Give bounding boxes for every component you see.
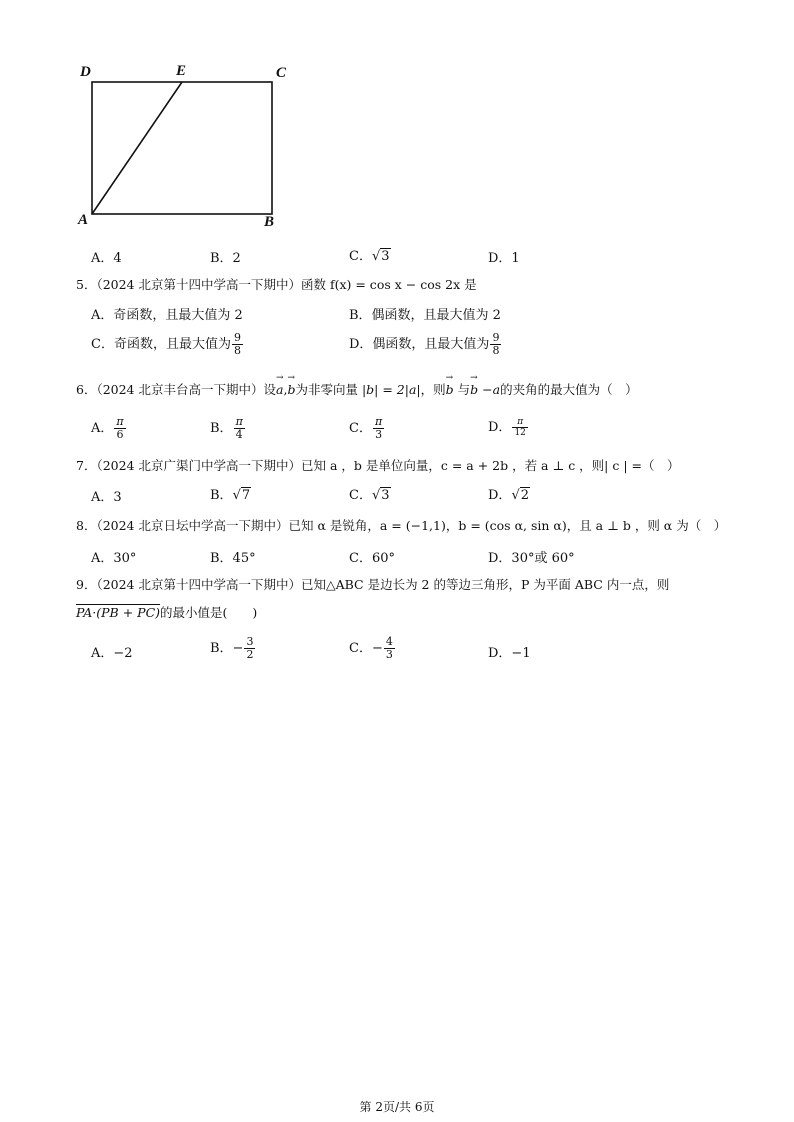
q7-option-c[interactable] [349, 484, 391, 503]
label-e: E [176, 63, 187, 79]
q4-option-c[interactable] [349, 245, 391, 264]
q7-stem: 7．（2024 北京广渠门中学高一下期中）已知 a ，b 是单位向量，c = a + 2b ，若 a ⊥ c ，则| c | =（ ） [76, 458, 680, 473]
frac-den: 6 [116, 428, 124, 441]
q6-option-a[interactable] [91, 416, 127, 441]
q8-option-d[interactable]: D．30°或 60° [488, 551, 575, 566]
q6-stem [76, 380, 638, 398]
q9-option-d[interactable]: D．−1 [488, 646, 531, 661]
q9-stem-line1: 9．（2024 北京第十四中学高一下期中）已知△ABC 是边长为 2 的等边三角形，P 为平面 ABC 内一点，则 [76, 577, 670, 592]
q8-option-b[interactable]: B．45° [210, 551, 256, 566]
q7-option-b[interactable] [210, 484, 251, 503]
frac-den: 8 [233, 344, 241, 357]
q9-option-a[interactable]: A．−2 [91, 646, 133, 661]
q6-condition: |b| = 2|a| [361, 382, 421, 397]
q4-option-b[interactable]: B．2 [210, 251, 241, 266]
fraction [232, 332, 243, 357]
q7-option-c-label: C． [349, 488, 372, 503]
q7-option-d[interactable] [488, 484, 530, 503]
fraction [373, 416, 384, 441]
q6-option-a-label: A． [91, 421, 114, 436]
q4-option-d[interactable]: D．1 [488, 251, 520, 266]
q7-option-d-radicand: 2 [520, 488, 530, 503]
q6-stem-part: 为非零向量 [295, 382, 358, 397]
q8-stem: 8．（2024 北京日坛中学高一下期中）已知 α 是锐角，a = (−1,1)，b = (cos α, sin α)，且 a ⊥ b ，则 α 为（ ） [76, 518, 727, 533]
q6-option-d[interactable] [488, 416, 529, 438]
frac-num: 3 [246, 635, 254, 648]
q6-comma: , [283, 382, 288, 397]
q9-expression: PA·(PB + PC) [76, 605, 161, 620]
q8-option-a[interactable]: A．30° [91, 551, 137, 566]
frac-den: 3 [375, 428, 383, 441]
fraction [114, 416, 125, 441]
vector-a: → a [276, 382, 283, 397]
vector-b: → b [287, 382, 295, 397]
rectangle-diagram [78, 62, 298, 234]
q5-option-b[interactable]: B．偶函数，且最大值为 2 [349, 308, 501, 323]
frac-num: 9 [492, 331, 500, 344]
q5-option-a[interactable]: A．奇函数，且最大值为 2 [91, 308, 243, 323]
label-d: D [80, 64, 91, 80]
frac-den: 4 [235, 428, 243, 441]
sqrt-symbol: √2 [511, 488, 530, 503]
q6-option-b-label: B． [210, 421, 233, 436]
page-footer: 第 2页/共 6页 [359, 1100, 435, 1114]
q6-stem-part: 6．（2024 北京丰台高一下期中）设 [76, 382, 276, 397]
vector-b: → b [446, 382, 454, 397]
label-c: C [276, 65, 287, 81]
q5-option-c[interactable] [91, 332, 244, 357]
vector-b: → b [470, 382, 478, 397]
fraction [244, 636, 255, 661]
q9-option-b-label: B．− [210, 641, 244, 656]
frac-den: 2 [246, 648, 254, 661]
q4-option-a[interactable]: A．4 [91, 251, 122, 266]
sqrt-symbol: √3 [371, 249, 390, 264]
q7-option-b-label: B． [210, 488, 233, 503]
frac-num: 4 [385, 635, 393, 648]
q6-option-d-label: D． [488, 420, 512, 435]
q6-option-b[interactable] [210, 416, 246, 441]
q6-stem-part: 与 [457, 382, 471, 397]
vector-neg-a: −a [482, 382, 501, 397]
frac-den: 3 [385, 648, 393, 661]
q6-stem-part: 的夹角的最大值为（ ） [500, 382, 638, 397]
q9-option-b[interactable] [210, 636, 256, 661]
frac-num: π [235, 415, 243, 428]
sqrt-symbol: √7 [232, 488, 251, 503]
sqrt-symbol: √3 [371, 488, 390, 503]
q9-stem-rest: 的最小值是( ) [160, 605, 258, 620]
fraction [234, 416, 245, 441]
q4-option-c-label: C． [349, 249, 372, 264]
q9-option-c[interactable] [349, 636, 396, 661]
frac-num: 9 [233, 331, 241, 344]
q5-option-d-label: D．偶函数，且最大值为 [349, 337, 490, 352]
q6-stem-part: ，则 [420, 382, 446, 397]
q7-option-d-label: D． [488, 488, 512, 503]
frac-num: π [374, 415, 383, 428]
q8-option-c[interactable]: C．60° [349, 551, 395, 566]
fraction [490, 332, 501, 357]
q5-stem: 5．（2024 北京第十四中学高一下期中）函数 f(x) = cos x − cos 2x 是 [76, 277, 477, 292]
frac-den: 12 [514, 428, 526, 438]
label-a: A [78, 212, 89, 228]
q9-option-c-label: C．− [349, 641, 383, 656]
segment-ae [92, 82, 182, 214]
q5-option-d[interactable] [349, 332, 502, 357]
fraction [384, 636, 395, 661]
q7-option-c-radicand: 3 [381, 488, 390, 503]
rectangle-abcd [92, 82, 272, 214]
q5-option-c-label: C．奇函数，且最大值为 [91, 337, 231, 352]
frac-num: π [512, 417, 527, 428]
q4-option-c-radicand: 3 [381, 249, 390, 264]
q9-stem-line2 [76, 603, 257, 621]
frac-den: 8 [492, 344, 500, 357]
geometry-figure [78, 62, 298, 234]
q7-option-a[interactable]: A．3 [91, 490, 122, 505]
fraction [512, 417, 527, 438]
q6-option-c-label: C． [349, 421, 372, 436]
label-b: B [264, 214, 275, 230]
q7-option-b-radicand: 7 [241, 488, 251, 503]
q6-option-c[interactable] [349, 416, 385, 441]
frac-num: π [116, 415, 124, 428]
